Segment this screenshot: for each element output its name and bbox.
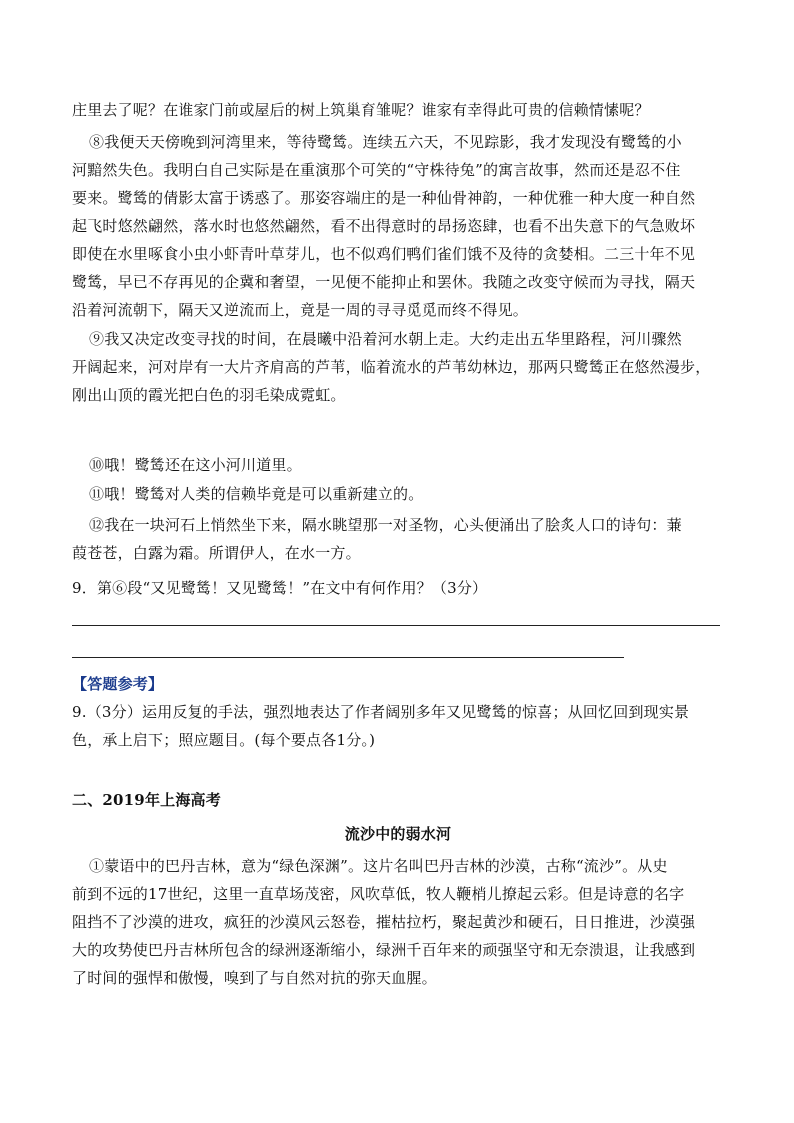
text-line: 大的攻势使巴丹吉林所包含的绿洲逐渐缩小，绿洲千百年来的顽强坚守和无奈溃退，让我感到 [72,941,696,959]
section-heading-text: 二、2019年上海高考 [72,791,221,809]
text-line: 刚出山顶的霞光把白色的羽毛染成霓虹。 [72,386,346,404]
answer-line-1 [72,625,720,626]
answer-line: 9.（3分）运用反复的手法，强烈地表达了作者阔别多年又见鹭鸶的惊喜；从回忆回到现实景 [72,703,690,721]
text-line: ⑨我又决定改变寻找的时间，在晨曦中沿着河水朝上走。大约走出五华里路程，河川骤然 [89,330,682,348]
paragraph-8 [72,128,724,324]
answer-line: 色，承上启下；照应题目。(每个要点各1分。) [72,731,376,749]
text-line: ⑧我便天天傍晚到河湾里来，等待鹭鸶。连续五六天，不见踪影，我才发现没有鹭鸶的小 [89,133,682,151]
text-line: 河黯然失色。我明白自己实际是在重演那个可笑的“守株待兔”的寓言故事，然而还是忍不住 [72,161,681,179]
text-line: 开阔起来，河对岸有一大片齐肩高的芦苇，临着流水的芦苇幼林边，那两只鹭鸶正在悠然漫步， [72,358,711,376]
question-text: 9．第⑥段“又见鹭鸶！又见鹭鸶！”在文中有何作用？（3分） [72,579,488,597]
paragraph-10 [72,451,724,479]
paragraph-11 [72,480,724,508]
text-line: 要来。鹭鸶的倩影太富于诱惑了。那姿容端庄的是一种仙骨神韵，一种优雅一种大度一种自然 [72,189,696,207]
text-line: ①蒙语中的巴丹吉林，意为“绿色深渊”。这片名叫巴丹吉林的沙漠，古称“流沙”。从史 [89,857,668,875]
article-title-text: 流沙中的弱水河 [344,825,452,843]
section-heading [72,786,724,814]
answer-line-2 [72,657,624,658]
text-line: 沿着河流朝下，隔天又逆流而上，竟是一周的寻寻觅觅而终不得见。 [72,301,529,319]
text-line: ⑩哦！鹭鸶还在这小河川道里。 [89,456,302,474]
text-line: ⑪哦！鹭鸶对人类的信赖毕竟是可以重新建立的。 [89,485,424,503]
text-line: 即使在水里啄食小虫小虾青叶草芽儿，也不似鸡们鸭们雀们饿不及待的贪婪相。二三十年不见 [72,245,696,263]
text-line: 前到不远的17世纪，这里一直草场茂密，风吹草低，牧人鞭梢儿撩起云彩。但是诗意的名字 [72,885,685,903]
article-title [72,820,724,848]
text-line: 葭苍苍，白露为霜。所谓伊人，在水一方。 [72,544,361,562]
paragraph-9 [72,325,724,409]
answer-label: 【答题参考】 [72,675,164,693]
text-line: 庄里去了呢？在谁家门前或屋后的树上筑巢育雏呢？谁家有幸得此可贵的信赖情愫呢？ [72,101,650,119]
paragraph-intro [72,96,724,124]
text-line: 起飞时悠然翩然，落水时也悠然翩然，看不出得意时的昂扬恣肆，也看不出失意下的气急败坏 [72,217,696,235]
paragraph-12 [72,511,724,567]
text-line: ⑫我在一块河石上悄然坐下来，隔水眺望那一对圣物，心头便涌出了脍炙人口的诗句：蒹 [89,516,682,534]
text-line: 鹭鸶，早已不存再见的企冀和奢望，一见便不能抑止和罢休。我随之改变守候而为寻找，隔天 [72,273,696,291]
text-line: 了时间的强悍和傲慢，嗅到了与自然对抗的弥天血腥。 [72,969,437,987]
text-line: 阻挡不了沙漠的进攻，疯狂的沙漠风云怒卷，摧枯拉朽，聚起黄沙和硬石，日日推进，沙漠强 [72,913,696,931]
paragraph-1 [72,852,724,992]
question-9 [72,574,724,602]
answer-section [72,670,724,754]
